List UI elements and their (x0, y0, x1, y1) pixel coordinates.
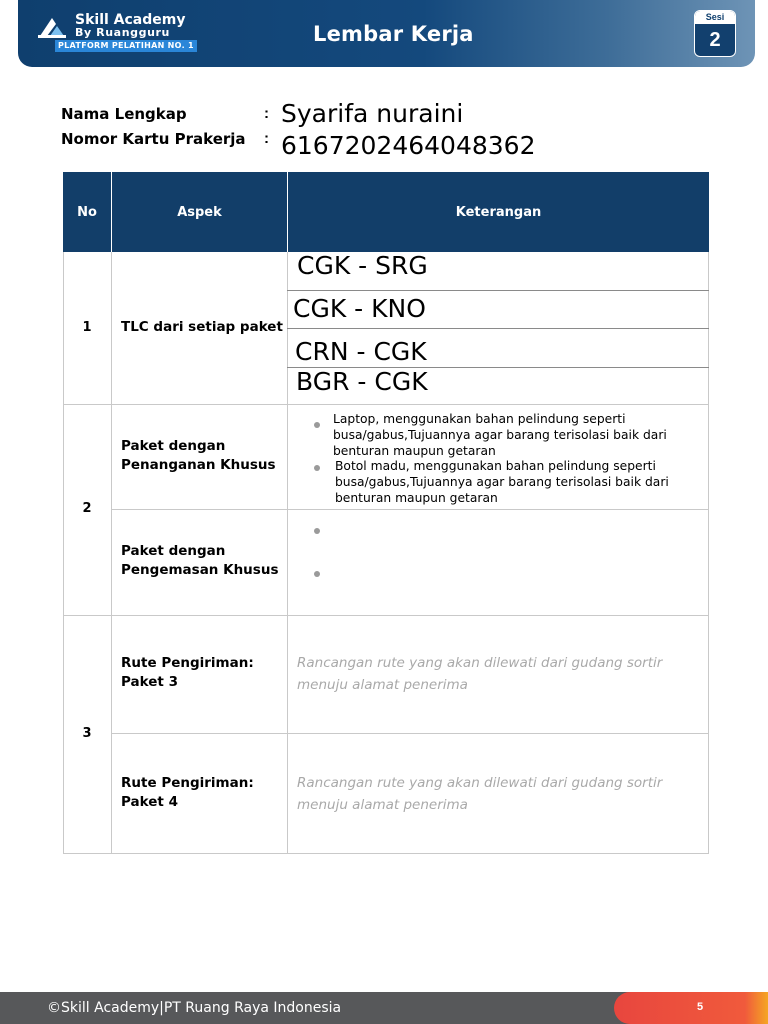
session-badge (694, 10, 736, 57)
header-banner (18, 0, 755, 67)
header-aspek: Aspek (112, 172, 287, 252)
skill-academy-logo-icon (38, 16, 66, 38)
card-value: 6167202464048362 (281, 131, 536, 160)
row-3-number: 3 (82, 726, 92, 741)
tlc-4: BGR - CGK (296, 367, 428, 396)
row-2b-aspek-line2: Pengemasan Khusus (121, 562, 279, 578)
bullet-dot (314, 465, 320, 471)
footer-copyright: ©Skill Academy|PT Ruang Raya Indonesia (47, 1000, 342, 1016)
row-2a-aspek-line2: Penanganan Khusus (121, 457, 276, 473)
page-title: Lembar Kerja (313, 22, 474, 46)
bullet-dot (314, 422, 320, 428)
session-label: Sesi (695, 11, 735, 24)
header-keterangan: Keterangan (288, 172, 709, 252)
bullet-2-line2: busa/gabus,Tujuannya agar barang terisolasi baik dari (335, 475, 669, 489)
logo-tagline: PLATFORM PELATIHAN NO. 1 (55, 40, 197, 52)
tlc-1: CGK - SRG (297, 251, 428, 280)
row-1-aspek: TLC dari setiap paket (121, 319, 283, 335)
row-3a-aspek-line2: Paket 3 (121, 674, 178, 690)
footer-page-pill (614, 992, 768, 1024)
row-2b-aspek-line1: Paket dengan (121, 543, 226, 559)
bullet-1-line2: busa/gabus,Tujuannya agar barang terisolasi baik dari (333, 428, 667, 442)
row-3a-aspek-line1: Rute Pengiriman: (121, 655, 254, 671)
row-2-number: 2 (82, 501, 92, 516)
row-3b-aspek-line2: Paket 4 (121, 794, 178, 810)
empty-bullet-dot (314, 571, 320, 577)
card-label: Nomor Kartu Prakerja (61, 130, 246, 148)
worksheet-table (63, 172, 709, 854)
session-number: 2 (709, 29, 721, 51)
tlc-2: CGK - KNO (293, 294, 426, 323)
name-colon: : (264, 105, 269, 122)
tlc-3: CRN - CGK (295, 337, 427, 366)
name-value: Syarifa nuraini (281, 99, 464, 128)
card-colon: : (264, 130, 269, 147)
bullet-2-line1: Botol madu, menggunakan bahan pelindung seperti (335, 459, 656, 473)
bullet-1-line1: Laptop, menggunakan bahan pelindung seperti (333, 412, 626, 426)
name-label: Nama Lengkap (61, 105, 187, 123)
row-1-number: 1 (82, 320, 92, 335)
bullet-1-line3: benturan maupun getaran (333, 444, 496, 458)
logo-subtitle: By Ruangguru (75, 26, 170, 39)
page-number: 5 (697, 1001, 704, 1013)
route-placeholder-paket-4[interactable]: Rancangan rute yang akan dilewati dari gudang sortir menuju alamat penerima (297, 775, 663, 813)
row-3b-aspek-line1: Rute Pengiriman: (121, 775, 254, 791)
row-2a-aspek-line1: Paket dengan (121, 438, 226, 454)
bullet-2-line3: benturan maupun getaran (335, 491, 498, 505)
header-no: No (63, 172, 111, 252)
route-placeholder-paket-3[interactable]: Rancangan rute yang akan dilewati dari gudang sortir menuju alamat penerima (297, 655, 663, 693)
empty-bullet-dot (314, 528, 320, 534)
logo-title: Skill Academy (75, 12, 186, 28)
